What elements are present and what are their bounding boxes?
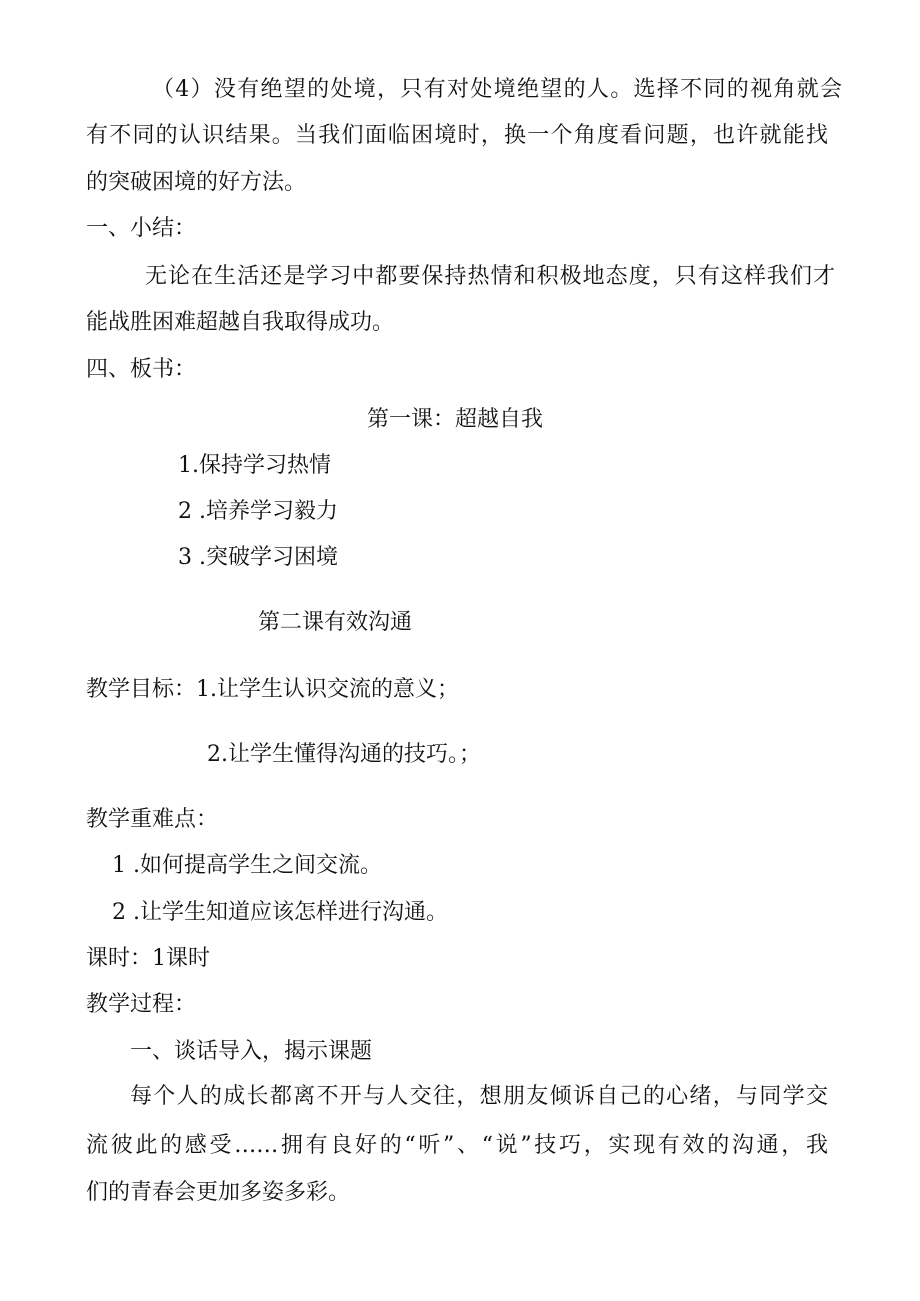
teaching-goals-line: 2.让学生懂得沟通的技巧。； bbox=[207, 742, 481, 767]
intro-paragraph-line: 流彼此的感受……拥有良好的“听”、“说”技巧，实现有效的沟通，我 bbox=[86, 1133, 828, 1158]
section-heading-board: 四、板书： bbox=[86, 357, 197, 382]
section-heading-summary: 一、小结： bbox=[86, 216, 197, 241]
teaching-goals-line: 教学目标：1.让学生认识交流的意义； bbox=[86, 677, 459, 702]
process-step: 一、谈话导入，揭示课题 bbox=[130, 1039, 373, 1064]
summary-line: 无论在生活还是学习中都要保持热情和积极地态度，只有这样我们才 bbox=[145, 264, 835, 289]
process-heading: 教学过程： bbox=[86, 992, 197, 1017]
key-point-item: 2 .让学生知道应该怎样进行沟通。 bbox=[112, 900, 448, 925]
class-hours: 课时：1课时 bbox=[86, 946, 210, 971]
key-point-item: 1 .如何提高学生之间交流。 bbox=[112, 853, 382, 878]
summary-line: 能战胜困难超越自我取得成功。 bbox=[86, 310, 395, 335]
paragraph-line: 有不同的认识结果。当我们面临困境时，换一个角度看问题，也许就能找 bbox=[86, 123, 828, 148]
lesson1-item: 2 .培养学习毅力 bbox=[178, 499, 338, 524]
lesson1-title: 第一课：超越自我 bbox=[367, 407, 544, 432]
intro-paragraph-line: 们的青春会更加多姿多彩。 bbox=[86, 1180, 351, 1205]
paragraph-line: 的突破困境的好方法。 bbox=[86, 170, 307, 195]
paragraph-line: （4）没有绝望的处境，只有对处境绝望的人。选择不同的视角就会 bbox=[152, 77, 842, 102]
lesson1-item: 1.保持学习热情 bbox=[178, 453, 331, 478]
intro-paragraph-line: 每个人的成长都离不开与人交往，想朋友倾诉自己的心绪，与同学交 bbox=[130, 1084, 828, 1109]
lesson1-item: 3 .突破学习困境 bbox=[178, 545, 338, 570]
lesson2-title: 第二课有效沟通 bbox=[258, 610, 413, 635]
key-points-heading: 教学重难点： bbox=[86, 807, 219, 832]
